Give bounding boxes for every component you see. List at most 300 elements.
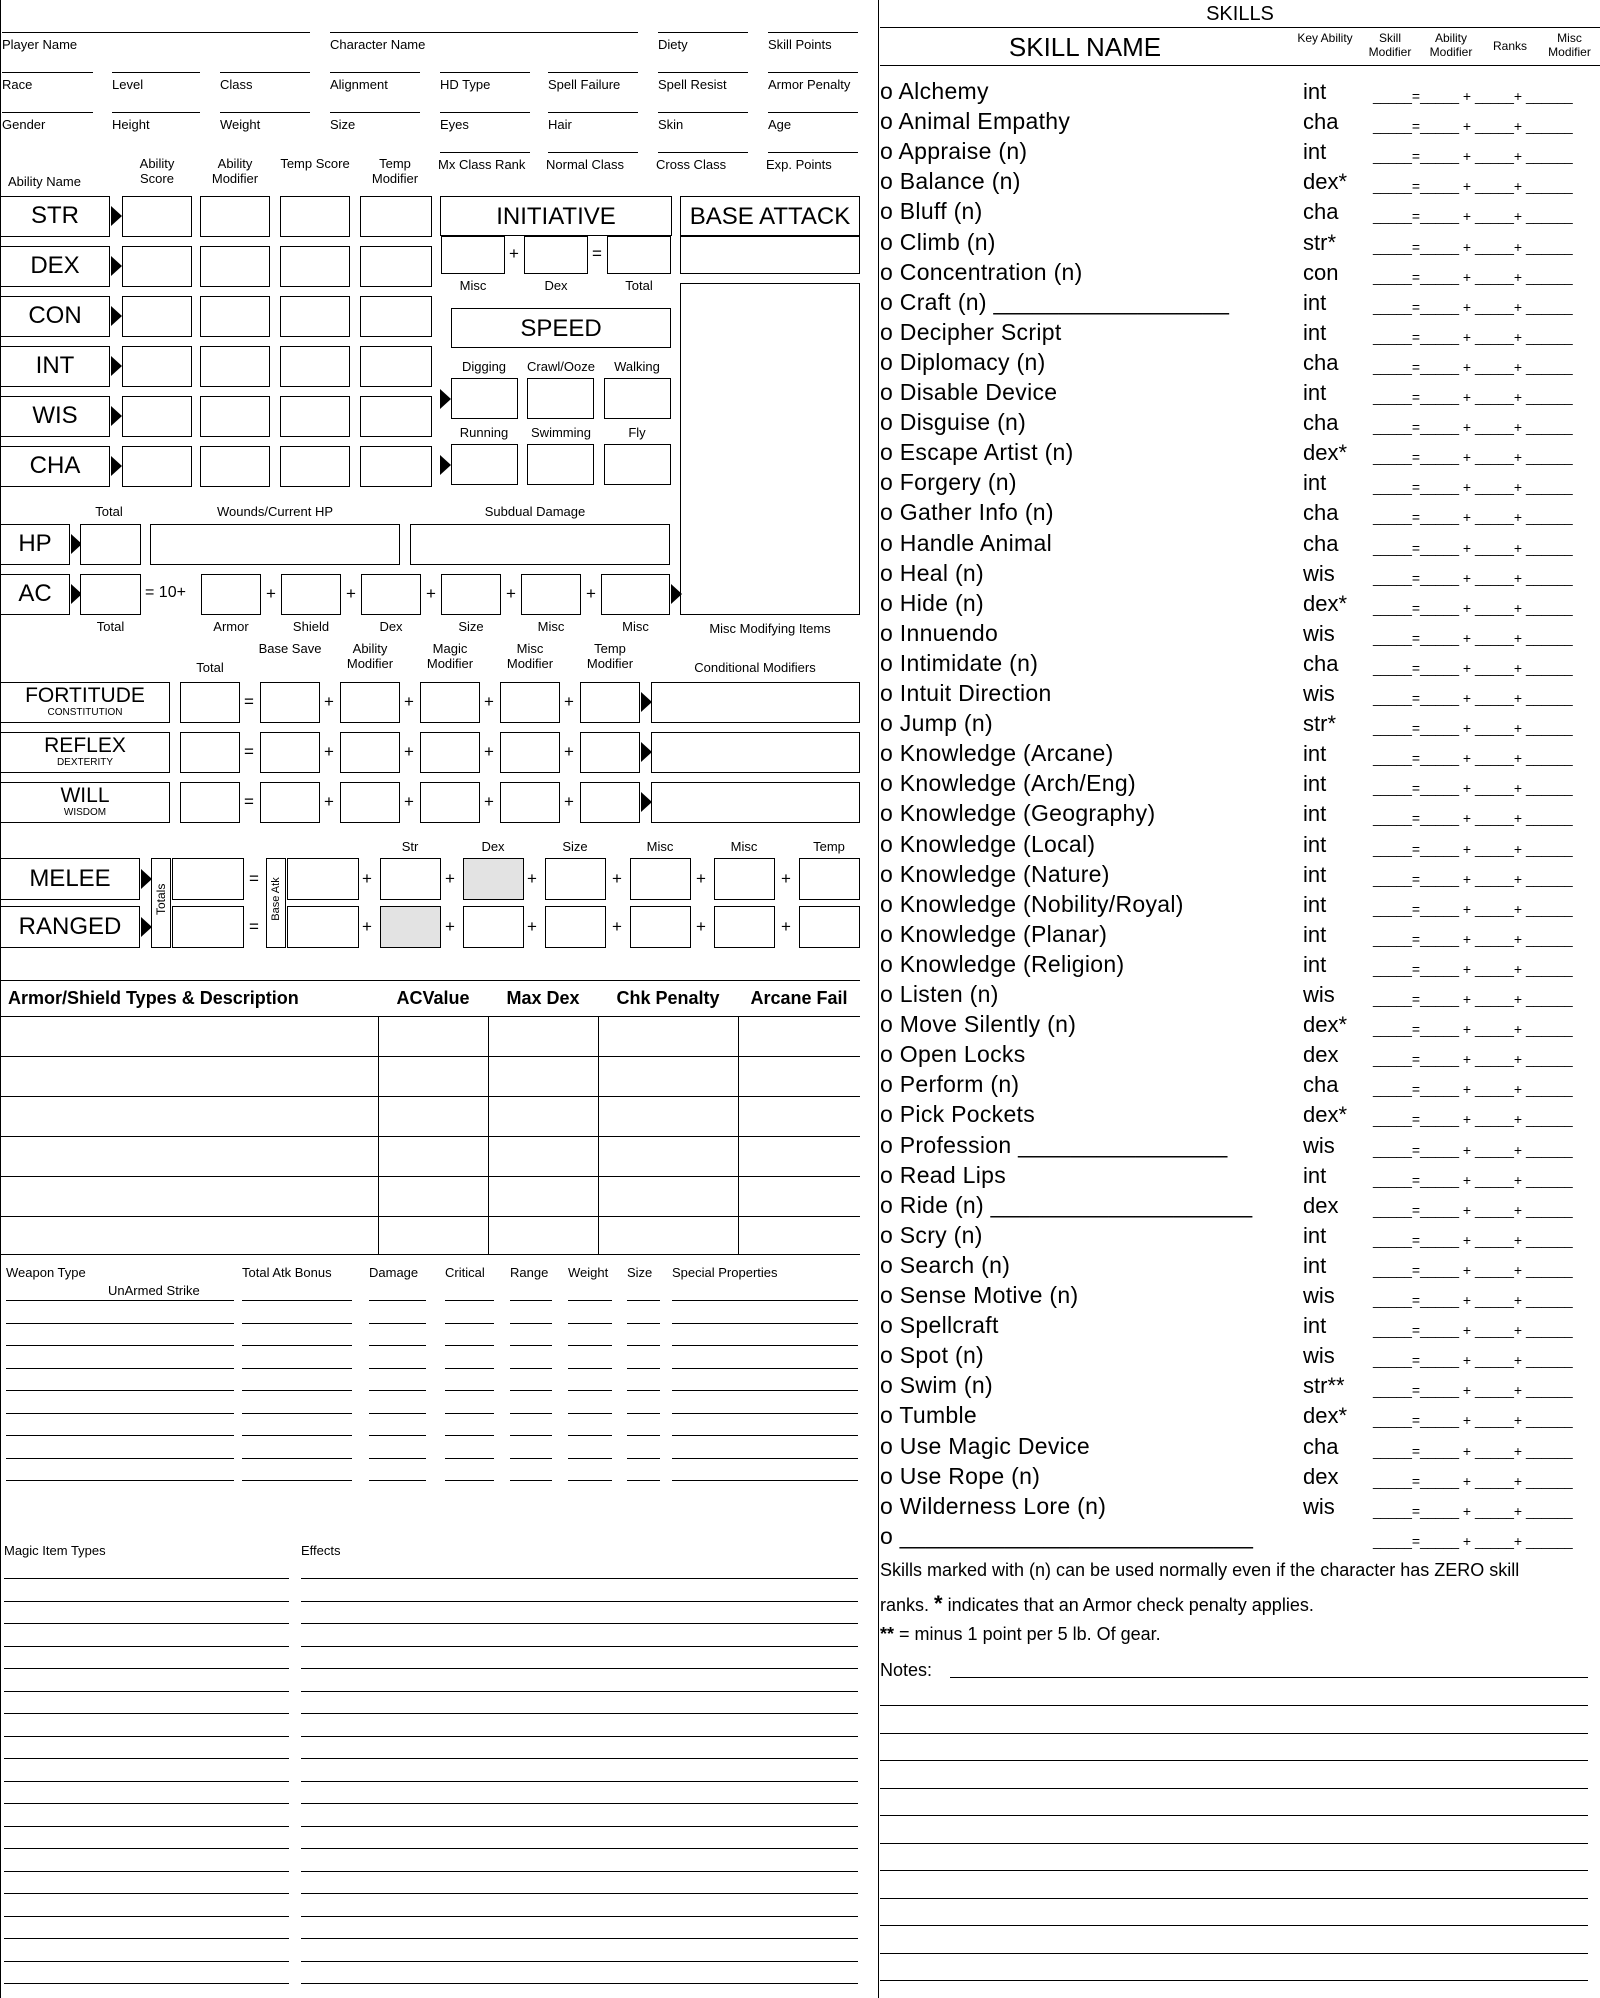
magic-item-line[interactable] xyxy=(4,1803,289,1804)
magic-item-line[interactable] xyxy=(4,1961,289,1962)
weapon-field-line[interactable] xyxy=(510,1323,552,1324)
ability-value-box[interactable] xyxy=(122,296,192,337)
ac-size-box[interactable] xyxy=(441,574,501,615)
skill-name[interactable]: o Use Magic Device xyxy=(880,1432,1090,1459)
notes-line[interactable] xyxy=(880,1788,1588,1789)
weapon-field-line[interactable] xyxy=(369,1458,426,1459)
magic-effect-line[interactable] xyxy=(301,1646,858,1647)
skill-modifier-blanks[interactable]: _____=_____ + _____+ ______ xyxy=(1373,328,1573,345)
skill-modifier-blanks[interactable]: _____=_____ + _____+ ______ xyxy=(1373,389,1573,405)
weapon-field-line[interactable] xyxy=(445,1435,494,1436)
skill-modifier-blanks[interactable]: _____=_____ + _____+ ______ xyxy=(1373,569,1573,586)
header-field-line[interactable] xyxy=(548,72,638,73)
attack-component-box[interactable] xyxy=(380,858,441,900)
skill-modifier-blanks[interactable]: _____=_____ + _____+ ______ xyxy=(1373,659,1573,676)
skill-modifier-blanks[interactable]: _____=_____ + _____+ ______ xyxy=(1373,720,1573,737)
save-component-box[interactable] xyxy=(420,682,480,723)
skill-modifier-blanks[interactable]: _____=_____ + _____+ ______ xyxy=(1373,1141,1573,1158)
skill-name[interactable]: o Listen (n) xyxy=(880,981,999,1007)
ability-value-box[interactable] xyxy=(360,296,432,337)
ac-shield-box[interactable] xyxy=(281,574,341,615)
magic-effect-line[interactable] xyxy=(301,1668,858,1669)
weapon-field-line[interactable] xyxy=(445,1480,494,1481)
skill-modifier-blanks[interactable]: _____=_____ + _____+ ______ xyxy=(1373,1502,1573,1519)
save-total-box[interactable] xyxy=(180,732,240,773)
weapon-field-line[interactable] xyxy=(369,1323,426,1324)
weapon-field-line[interactable] xyxy=(242,1390,352,1391)
skill-modifier-blanks[interactable]: _____=_____ + _____+ ______ xyxy=(1373,88,1573,104)
base-attack-box[interactable] xyxy=(680,236,860,274)
ability-value-box[interactable] xyxy=(360,446,432,487)
ability-value-box[interactable] xyxy=(200,246,270,287)
save-component-box[interactable] xyxy=(340,782,400,823)
skill-name[interactable]: o Appraise (n) xyxy=(880,138,1028,165)
attack-component-box[interactable] xyxy=(463,906,524,948)
skill-name[interactable]: o Balance (n) xyxy=(880,168,1021,195)
skill-modifier-blanks[interactable]: _____=_____ + _____+ ______ xyxy=(1373,148,1573,165)
skill-name[interactable]: o Escape Artist (n) xyxy=(880,439,1074,466)
skill-modifier-blanks[interactable]: _____=_____ + _____+ ______ xyxy=(1373,1412,1573,1429)
weapon-field-line[interactable] xyxy=(445,1345,494,1346)
weapon-field-line[interactable] xyxy=(6,1345,234,1346)
weapon-field-line[interactable] xyxy=(568,1300,612,1301)
weapon-field-line[interactable] xyxy=(568,1413,612,1414)
magic-effect-line[interactable] xyxy=(301,1736,858,1737)
skill-name[interactable]: o Read Lips xyxy=(880,1161,1007,1188)
skill-modifier-blanks[interactable]: _____=_____ + _____+ ______ xyxy=(1373,118,1573,135)
skill-modifier-blanks[interactable]: _____=_____ + _____+ ______ xyxy=(1373,1292,1573,1308)
attack-component-box[interactable] xyxy=(545,906,606,948)
save-conditional-box[interactable] xyxy=(651,782,860,823)
skill-name[interactable]: o Alchemy xyxy=(880,78,989,104)
ac-misc2-box[interactable] xyxy=(601,574,670,615)
ac-total-box[interactable] xyxy=(80,574,141,615)
header-field-line[interactable] xyxy=(658,72,748,73)
header-field-line[interactable] xyxy=(112,72,200,73)
weapon-field-line[interactable] xyxy=(627,1323,660,1324)
skill-modifier-blanks[interactable]: _____=_____ + _____+ ______ xyxy=(1373,1382,1573,1399)
header-field-line[interactable] xyxy=(2,32,310,33)
skill-name[interactable]: o Wilderness Lore (n) xyxy=(880,1492,1107,1519)
hp-total-box[interactable] xyxy=(80,524,141,565)
skill-modifier-blanks[interactable]: _____=_____ + _____+ ______ xyxy=(1373,1532,1573,1549)
speed-walking-box[interactable] xyxy=(604,378,671,419)
magic-item-line[interactable] xyxy=(4,1871,289,1872)
weapon-field-line[interactable] xyxy=(568,1323,612,1324)
skill-name[interactable]: o Knowledge (Arch/Eng) xyxy=(880,770,1136,797)
magic-item-line[interactable] xyxy=(4,1916,289,1917)
skill-name[interactable]: o Knowledge (Nature) xyxy=(880,860,1110,887)
weapon-field-line[interactable] xyxy=(510,1300,552,1301)
speed-crawl-box[interactable] xyxy=(527,378,594,419)
ability-value-box[interactable] xyxy=(280,296,350,337)
weapon-field-line[interactable] xyxy=(369,1300,426,1301)
wounds-box[interactable] xyxy=(150,524,400,565)
attack-component-box[interactable] xyxy=(630,906,691,948)
skill-name[interactable]: o Knowledge (Planar) xyxy=(880,920,1108,947)
weapon-field-line[interactable] xyxy=(445,1300,494,1301)
weapon-field-line[interactable] xyxy=(627,1413,660,1414)
skill-name[interactable]: o Hide (n) xyxy=(880,589,984,616)
weapon-field-line[interactable] xyxy=(627,1458,660,1459)
skill-name[interactable]: o Innuendo xyxy=(880,619,999,646)
weapon-field-line[interactable] xyxy=(242,1345,352,1346)
magic-item-line[interactable] xyxy=(4,1646,289,1647)
magic-effect-line[interactable] xyxy=(301,1961,858,1962)
weapon-field-line[interactable] xyxy=(445,1368,494,1369)
skill-name[interactable]: o Knowledge (Arcane) xyxy=(880,740,1114,767)
skill-modifier-blanks[interactable]: _____=_____ + _____+ ______ xyxy=(1373,870,1573,887)
header-field-line[interactable] xyxy=(440,72,530,73)
save-component-box[interactable] xyxy=(500,682,560,723)
weapon-field-line[interactable] xyxy=(369,1368,426,1369)
speed-swimming-box[interactable] xyxy=(527,444,594,485)
skill-name[interactable]: o Heal (n) xyxy=(880,559,984,586)
save-component-box[interactable] xyxy=(340,732,400,773)
magic-item-line[interactable] xyxy=(4,1848,289,1849)
magic-item-line[interactable] xyxy=(4,1758,289,1759)
weapon-field-line[interactable] xyxy=(672,1345,858,1346)
ability-value-box[interactable] xyxy=(280,246,350,287)
ability-value-box[interactable] xyxy=(280,446,350,487)
save-total-box[interactable] xyxy=(180,682,240,723)
weapon-field-line[interactable] xyxy=(369,1345,426,1346)
skill-modifier-blanks[interactable]: _____=_____ + _____+ ______ xyxy=(1373,1051,1573,1068)
skill-modifier-blanks[interactable]: _____=_____ + _____+ ______ xyxy=(1373,991,1573,1007)
weapon-field-line[interactable] xyxy=(672,1413,858,1414)
weapon-field-line[interactable] xyxy=(6,1390,234,1391)
skill-modifier-blanks[interactable]: _____=_____ + _____+ ______ xyxy=(1373,238,1573,255)
class-rank-line[interactable] xyxy=(548,152,638,153)
armor-row[interactable] xyxy=(0,1097,378,1136)
skill-name[interactable]: o Diplomacy (n) xyxy=(880,348,1046,375)
magic-effect-line[interactable] xyxy=(301,1938,858,1939)
notes-line[interactable] xyxy=(880,1953,1588,1954)
ac-armor-box[interactable] xyxy=(201,574,261,615)
skill-name[interactable]: o Intimidate (n) xyxy=(880,649,1039,676)
misc-modifying-items-box[interactable] xyxy=(680,283,860,615)
save-component-box[interactable] xyxy=(260,732,320,773)
skill-name[interactable]: o Knowledge (Religion) xyxy=(880,950,1125,977)
weapon-field-line[interactable] xyxy=(6,1435,234,1436)
attack-component-box[interactable] xyxy=(630,858,691,900)
save-component-box[interactable] xyxy=(500,782,560,823)
weapon-field-line[interactable] xyxy=(6,1480,234,1481)
skill-modifier-blanks[interactable]: _____=_____ + _____+ ______ xyxy=(1373,1021,1573,1038)
skill-modifier-blanks[interactable]: _____=_____ + _____+ ______ xyxy=(1373,358,1573,375)
skill-modifier-blanks[interactable]: _____=_____ + _____+ ______ xyxy=(1373,599,1573,616)
ability-value-box[interactable] xyxy=(200,196,270,237)
magic-effect-line[interactable] xyxy=(301,1758,858,1759)
header-field-line[interactable] xyxy=(2,112,93,113)
ability-value-box[interactable] xyxy=(200,446,270,487)
header-field-line[interactable] xyxy=(330,32,638,33)
attack-total-box[interactable] xyxy=(172,906,244,948)
magic-item-line[interactable] xyxy=(4,1983,289,1984)
notes-line[interactable] xyxy=(880,1705,1588,1706)
ability-value-box[interactable] xyxy=(122,246,192,287)
weapon-field-line[interactable] xyxy=(445,1323,494,1324)
save-component-box[interactable] xyxy=(580,782,640,823)
skill-modifier-blanks[interactable]: _____=_____ + _____+ ______ xyxy=(1373,690,1573,706)
skill-name[interactable]: o Open Locks xyxy=(880,1041,1026,1068)
weapon-field-line[interactable] xyxy=(242,1458,352,1459)
header-field-line[interactable] xyxy=(2,72,93,73)
magic-item-line[interactable] xyxy=(4,1713,289,1714)
save-component-box[interactable] xyxy=(580,682,640,723)
skill-name[interactable]: o Tumble xyxy=(880,1402,978,1429)
weapon-field-line[interactable] xyxy=(672,1323,858,1324)
save-component-box[interactable] xyxy=(580,732,640,773)
header-field-line[interactable] xyxy=(768,32,858,33)
save-component-box[interactable] xyxy=(260,782,320,823)
weapon-field-line[interactable] xyxy=(6,1323,234,1324)
skill-modifier-blanks[interactable]: _____=_____ + _____+ ______ xyxy=(1373,208,1573,225)
skill-modifier-blanks[interactable]: _____=_____ + _____+ ______ xyxy=(1373,780,1573,797)
skill-name[interactable]: o Disable Device xyxy=(880,379,1058,405)
skill-modifier-blanks[interactable]: _____=_____ + _____+ ______ xyxy=(1373,1111,1573,1128)
attack-component-box[interactable] xyxy=(714,906,775,948)
notes-line[interactable] xyxy=(880,1898,1588,1899)
notes-line[interactable] xyxy=(880,1870,1588,1871)
weapon-field-line[interactable] xyxy=(510,1480,552,1481)
weapon-field-line[interactable] xyxy=(627,1345,660,1346)
attack-component-box[interactable] xyxy=(799,858,860,900)
ability-value-box[interactable] xyxy=(122,446,192,487)
magic-item-line[interactable] xyxy=(4,1826,289,1827)
notes-first-line[interactable] xyxy=(950,1677,1588,1678)
ac-misc1-box[interactable] xyxy=(521,574,581,615)
attack-base-box[interactable] xyxy=(287,858,359,900)
skill-modifier-blanks[interactable]: _____=_____ + _____+ ______ xyxy=(1373,1472,1573,1489)
ability-value-box[interactable] xyxy=(200,346,270,387)
skill-name[interactable]: o Pick Pockets xyxy=(880,1101,1036,1128)
skill-modifier-blanks[interactable]: _____=_____ + _____+ ______ xyxy=(1373,810,1573,827)
header-field-line[interactable] xyxy=(658,32,748,33)
skill-modifier-blanks[interactable]: _____=_____ + _____+ ______ xyxy=(1373,750,1573,767)
magic-effect-line[interactable] xyxy=(301,1983,858,1984)
skill-name[interactable]: o Jump (n) xyxy=(880,710,993,737)
header-field-line[interactable] xyxy=(440,112,530,113)
skill-name[interactable]: o Concentration (n) xyxy=(880,258,1083,285)
class-rank-line[interactable] xyxy=(440,152,530,153)
skill-modifier-blanks[interactable]: _____=_____ + _____+ ______ xyxy=(1373,298,1573,315)
weapon-field-line[interactable] xyxy=(568,1435,612,1436)
skill-name[interactable]: o Craft (n) __________________ xyxy=(880,288,1230,315)
ac-dex-box[interactable] xyxy=(361,574,421,615)
skill-name[interactable]: o Scry (n) xyxy=(880,1221,983,1248)
armor-row[interactable] xyxy=(0,1177,378,1216)
skill-name[interactable]: o Climb (n) xyxy=(880,228,996,255)
save-conditional-box[interactable] xyxy=(651,682,860,723)
save-conditional-box[interactable] xyxy=(651,732,860,773)
magic-effect-line[interactable] xyxy=(301,1803,858,1804)
skill-name[interactable]: o Spellcraft xyxy=(880,1312,999,1339)
magic-effect-line[interactable] xyxy=(301,1578,858,1579)
skill-name[interactable]: o Animal Empathy xyxy=(880,108,1071,135)
skill-name[interactable]: o Decipher Script xyxy=(880,318,1062,345)
skill-name[interactable]: o Gather Info (n) xyxy=(880,499,1054,526)
skill-modifier-blanks[interactable]: _____=_____ + _____+ ______ xyxy=(1373,449,1573,466)
skill-name[interactable]: o Knowledge (Local) xyxy=(880,830,1096,857)
magic-effect-line[interactable] xyxy=(301,1601,858,1602)
weapon-field-line[interactable] xyxy=(672,1435,858,1436)
weapon-field-line[interactable] xyxy=(627,1480,660,1481)
magic-effect-line[interactable] xyxy=(301,1781,858,1782)
weapon-field-line[interactable] xyxy=(568,1368,612,1369)
weapon-field-line[interactable] xyxy=(369,1480,426,1481)
weapon-field-line[interactable] xyxy=(6,1413,234,1414)
weapon-field-line[interactable] xyxy=(369,1413,426,1414)
weapon-field-line[interactable] xyxy=(510,1435,552,1436)
header-field-line[interactable] xyxy=(330,112,420,113)
armor-row[interactable] xyxy=(0,1017,378,1056)
weapon-field-line[interactable] xyxy=(242,1413,352,1414)
skill-modifier-blanks[interactable]: _____=_____ + _____+ ______ xyxy=(1373,509,1573,526)
skill-modifier-blanks[interactable]: _____=_____ + _____+ ______ xyxy=(1373,930,1573,947)
magic-item-line[interactable] xyxy=(4,1938,289,1939)
weapon-field-line[interactable] xyxy=(568,1390,612,1391)
subdual-box[interactable] xyxy=(410,524,670,565)
header-field-line[interactable] xyxy=(548,112,638,113)
skill-name[interactable]: o Forgery (n) xyxy=(880,469,1017,496)
skill-name[interactable]: o ___________________________ xyxy=(880,1522,1254,1549)
weapon-field-line[interactable] xyxy=(445,1413,494,1414)
speed-fly-box[interactable] xyxy=(604,444,671,485)
initiative-dex-box[interactable] xyxy=(524,236,588,274)
magic-effect-line[interactable] xyxy=(301,1871,858,1872)
skill-modifier-blanks[interactable]: _____=_____ + _____+ ______ xyxy=(1373,1171,1573,1188)
weapon-field-line[interactable] xyxy=(568,1480,612,1481)
magic-effect-line[interactable] xyxy=(301,1893,858,1894)
weapon-field-line[interactable] xyxy=(242,1368,352,1369)
skill-modifier-blanks[interactable]: _____=_____ + _____+ ______ xyxy=(1373,1231,1573,1248)
ability-value-box[interactable] xyxy=(360,396,432,437)
skill-name[interactable]: o Sense Motive (n) xyxy=(880,1282,1079,1308)
magic-item-line[interactable] xyxy=(4,1736,289,1737)
notes-line[interactable] xyxy=(880,1760,1588,1761)
magic-effect-line[interactable] xyxy=(301,1848,858,1849)
weapon-field-line[interactable] xyxy=(568,1345,612,1346)
ability-value-box[interactable] xyxy=(280,346,350,387)
weapon-field-line[interactable] xyxy=(510,1458,552,1459)
notes-line[interactable] xyxy=(880,1733,1588,1734)
weapon-field-line[interactable] xyxy=(672,1458,858,1459)
skill-modifier-blanks[interactable]: _____=_____ + _____+ ______ xyxy=(1373,1261,1573,1278)
skill-modifier-blanks[interactable]: _____=_____ + _____+ ______ xyxy=(1373,419,1573,436)
attack-base-box[interactable] xyxy=(287,906,359,948)
skill-modifier-blanks[interactable]: _____=_____ + _____+ ______ xyxy=(1373,1201,1573,1218)
ability-value-box[interactable] xyxy=(200,396,270,437)
save-component-box[interactable] xyxy=(260,682,320,723)
skill-name[interactable]: o Intuit Direction xyxy=(880,680,1052,706)
header-field-line[interactable] xyxy=(112,112,200,113)
skill-name[interactable]: o Knowledge (Geography) xyxy=(880,800,1156,827)
magic-effect-line[interactable] xyxy=(301,1623,858,1624)
skill-name[interactable]: o Use Rope (n) xyxy=(880,1462,1041,1489)
notes-line[interactable] xyxy=(880,1925,1588,1926)
magic-item-line[interactable] xyxy=(4,1893,289,1894)
magic-item-line[interactable] xyxy=(4,1623,289,1624)
save-component-box[interactable] xyxy=(420,782,480,823)
magic-effect-line[interactable] xyxy=(301,1691,858,1692)
weapon-field-line[interactable] xyxy=(568,1458,612,1459)
skill-modifier-blanks[interactable]: _____=_____ + _____+ ______ xyxy=(1373,1081,1573,1098)
magic-effect-line[interactable] xyxy=(301,1713,858,1714)
magic-item-line[interactable] xyxy=(4,1601,289,1602)
save-component-box[interactable] xyxy=(420,732,480,773)
skill-name[interactable]: o Knowledge (Nobility/Royal) xyxy=(880,890,1184,917)
initiative-total-box[interactable] xyxy=(607,236,671,274)
armor-row[interactable] xyxy=(0,1137,378,1176)
speed-running-box[interactable] xyxy=(451,444,518,485)
header-field-line[interactable] xyxy=(768,112,858,113)
armor-row[interactable] xyxy=(0,1217,378,1256)
header-field-line[interactable] xyxy=(658,112,748,113)
weapon-field-line[interactable] xyxy=(242,1480,352,1481)
weapon-field-line[interactable] xyxy=(445,1458,494,1459)
weapon-field-line[interactable] xyxy=(242,1300,352,1301)
weapon-field-line[interactable] xyxy=(369,1435,426,1436)
header-field-line[interactable] xyxy=(330,72,420,73)
magic-item-line[interactable] xyxy=(4,1578,289,1579)
weapon-field-line[interactable] xyxy=(242,1435,352,1436)
skill-name[interactable]: o Perform (n) xyxy=(880,1071,1020,1098)
skill-modifier-blanks[interactable]: _____=_____ + _____+ ______ xyxy=(1373,629,1573,646)
weapon-field-line[interactable] xyxy=(627,1368,660,1369)
weapon-field-line[interactable] xyxy=(672,1300,858,1301)
skill-name[interactable]: o Bluff (n) xyxy=(880,198,983,225)
skill-name[interactable]: o Disguise (n) xyxy=(880,409,1027,436)
ability-value-box[interactable] xyxy=(122,346,192,387)
ability-value-box[interactable] xyxy=(200,296,270,337)
weapon-field-line[interactable] xyxy=(510,1390,552,1391)
weapon-field-line[interactable] xyxy=(672,1368,858,1369)
skill-modifier-blanks[interactable]: _____=_____ + _____+ ______ xyxy=(1373,268,1573,285)
skill-modifier-blanks[interactable]: _____=_____ + _____+ ______ xyxy=(1373,1322,1573,1339)
attack-component-box[interactable] xyxy=(545,858,606,900)
speed-digging-box[interactable] xyxy=(451,378,518,419)
skill-modifier-blanks[interactable]: _____=_____ + _____+ ______ xyxy=(1373,1442,1573,1459)
magic-item-line[interactable] xyxy=(4,1691,289,1692)
header-field-line[interactable] xyxy=(220,72,310,73)
header-field-line[interactable] xyxy=(768,72,858,73)
ability-value-box[interactable] xyxy=(122,396,192,437)
weapon-field-line[interactable] xyxy=(510,1345,552,1346)
class-rank-line[interactable] xyxy=(658,152,748,153)
magic-item-line[interactable] xyxy=(4,1668,289,1669)
weapon-field-line[interactable] xyxy=(6,1300,234,1301)
skill-modifier-blanks[interactable]: _____=_____ + _____+ ______ xyxy=(1373,960,1573,977)
weapon-field-line[interactable] xyxy=(242,1323,352,1324)
weapon-field-line[interactable] xyxy=(6,1368,234,1369)
magic-item-line[interactable] xyxy=(4,1781,289,1782)
magic-effect-line[interactable] xyxy=(301,1916,858,1917)
skill-name[interactable]: o Swim (n) xyxy=(880,1372,993,1399)
skill-modifier-blanks[interactable]: _____=_____ + _____+ ______ xyxy=(1373,840,1573,857)
weapon-field-line[interactable] xyxy=(510,1368,552,1369)
notes-line[interactable] xyxy=(880,1815,1588,1816)
ability-value-box[interactable] xyxy=(122,196,192,237)
skill-modifier-blanks[interactable]: _____=_____ + _____+ ______ xyxy=(1373,178,1573,195)
attack-total-box[interactable] xyxy=(172,858,244,900)
ability-value-box[interactable] xyxy=(360,196,432,237)
skill-name[interactable]: o Ride (n) ____________________ xyxy=(880,1191,1253,1218)
ability-value-box[interactable] xyxy=(360,246,432,287)
save-component-box[interactable] xyxy=(340,682,400,723)
ability-value-box[interactable] xyxy=(280,396,350,437)
weapon-field-line[interactable] xyxy=(445,1390,494,1391)
